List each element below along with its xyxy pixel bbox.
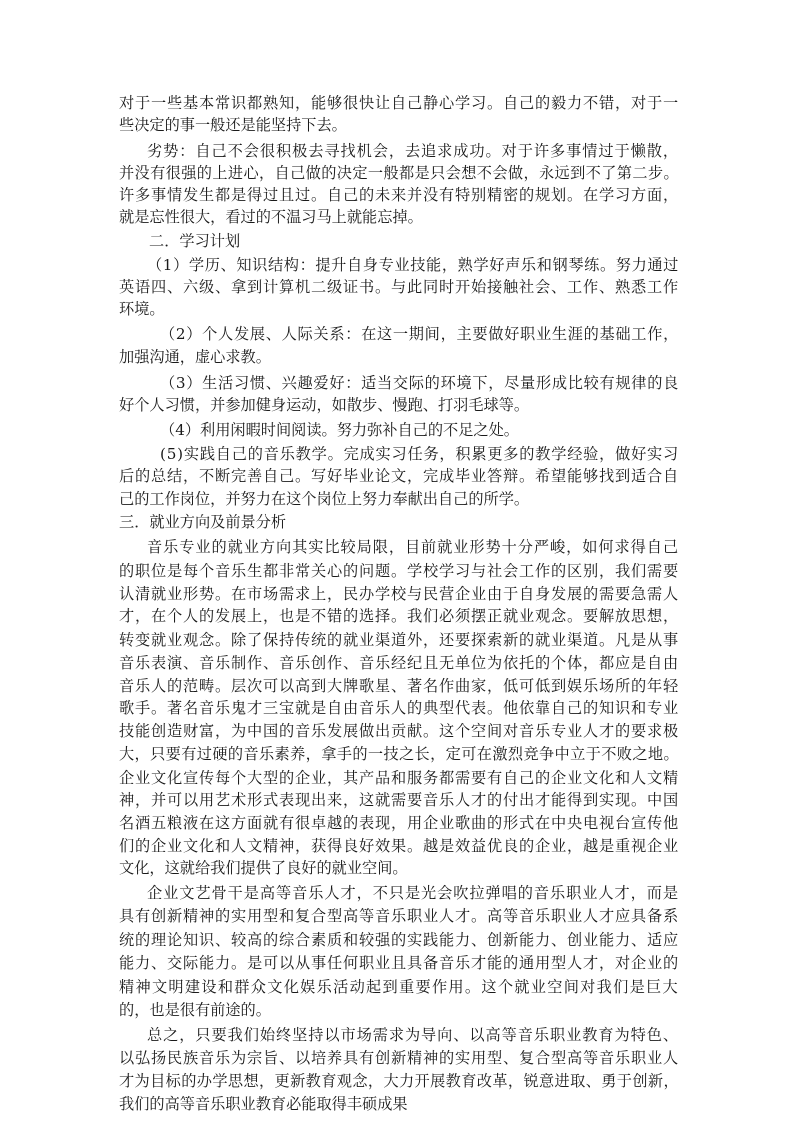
text-line: （1）学历、知识结构：提升自身专业技能，熟学好声乐和钢琴练。努力通过 — [147, 256, 679, 274]
text-line: 己的工作岗位，并努力在这个岗位上努力奉献出自己的所学。 — [119, 490, 530, 508]
text-line: 三．就业方向及前景分析 — [119, 513, 287, 531]
text-line: 后的总结，不断完善自己。写好毕业论文，完成毕业答辩。希望能够找到适合自 — [119, 467, 679, 485]
text-line: 精神文明建设和群众文化娱乐活动起到重要作用。这个就业空间对我们是巨大 — [119, 978, 679, 996]
text-line: 名酒五粮液在这方面就有很卓越的表现，用企业歌曲的形式在中央电视台宣传他 — [119, 814, 679, 832]
text-line: 环境。 — [119, 300, 165, 318]
text-line: 加强沟通，虚心求教。 — [119, 348, 271, 366]
text-line: 企业文化宣传每个大型的企业，其产品和服务都需要有自己的企业文化和人文精 — [119, 769, 679, 787]
text-line: （3）生活习惯、兴趣爱好：适当交际的环境下，尽量形成比较有规律的良 — [160, 374, 679, 392]
text-line: 音乐专业的就业方向其实比较局限，目前就业形势十分严峻，如何求得自己 — [147, 538, 679, 556]
text-line: 才，在个人的发展上，也是不错的选择。我们必须摆正就业观念。要解放思想， — [119, 607, 679, 625]
text-line: 以弘扬民族音乐为宗旨、以培养具有创新精神的实用型、复合型高等音乐职业人 — [119, 1049, 679, 1067]
text-line: 对于一些基本常识都熟知，能够很快让自己静心学习。自己的毅力不错，对于一 — [119, 94, 679, 112]
text-line: 我们的高等音乐职业教育必能取得丰硕成果 — [119, 1095, 408, 1113]
text-line: 文化，这就给我们提供了良好的就业空间。 — [119, 859, 408, 877]
text-line: 好个人习惯，并参加健身运动，如散步、慢跑、打羽毛球等。 — [119, 396, 530, 414]
text-line: 的职位是每个音乐生都非常关心的问题。学校学习与社会工作的区别，我们需要 — [119, 562, 679, 580]
text-line: 具有创新精神的实用型和复合型高等音乐职业人才。高等音乐职业人才应具备系 — [119, 907, 679, 925]
text-line: 总之，只要我们始终坚持以市场需求为导向、以高等音乐职业教育为特色、 — [147, 1026, 679, 1044]
text-line: 劣势：自己不会很积极去寻找机会，去追求成功。对于许多事情过于懒散， — [147, 142, 679, 160]
text-line: (5)实践自己的音乐教学。完成实习任务，积累更多的教学经验，做好实习 — [160, 445, 679, 463]
text-line: 大，只要有过硬的音乐素养，拿手的一技之长，定可在激烈竞争中立于不败之地。 — [119, 745, 679, 763]
text-line: 神，并可以用艺术形式表现出来，这就需要音乐人才的付出才能得到实现。中国 — [119, 791, 679, 809]
text-line: 些决定的事一般还是能坚持下去。 — [119, 116, 347, 134]
text-line: 才为目标的办学思想，更新教育观念，大力开展教育改革，锐意进取、勇于创新， — [119, 1072, 679, 1090]
text-line: 音乐人的范畴。层次可以高到大牌歌星、著名作曲家，低可低到娱乐场所的年轻 — [119, 677, 679, 695]
text-line: 企业文艺骨干是高等音乐人才，不只是光会吹拉弹唱的音乐职业人才，而是 — [147, 884, 679, 902]
text-line: 能力、交际能力。是可以从事任何职业且具备音乐才能的通用型人才，对企业的 — [119, 954, 679, 972]
text-line: 统的理论知识、较高的综合素质和较强的实践能力、创新能力、创业能力、适应 — [119, 931, 679, 949]
text-line: （4）利用闲暇时间阅读。努力弥补自己的不足之处。 — [160, 421, 519, 439]
text-line: 技能创造财富，为中国的音乐发展做出贡献。这个空间对音乐专业人才的要求极 — [119, 722, 679, 740]
text-line: 的，也是很有前途的。 — [119, 1001, 271, 1019]
text-line: 二．学习计划 — [149, 232, 241, 250]
text-line: 歌手。著名音乐鬼才三宝就是自由音乐人的典型代表。他依靠自己的知识和专业 — [119, 699, 679, 717]
text-line: （2）个人发展、人际关系：在这一期间，主要做好职业生涯的基础工作， — [160, 325, 679, 343]
text-line: 并没有很强的上进心，自己做的决定一般都是只会想不会做，永远到不了第二步。 — [119, 164, 679, 182]
text-line: 就是忘性很大，看过的不温习马上就能忘掉。 — [119, 208, 423, 226]
text-line: 认清就业形势。在市场需求上，民办学校与民营企业由于自身发展的需要急需人 — [119, 585, 679, 603]
text-line: 英语四、六级、拿到计算机二级证书。与此同时开始接触社会、工作、熟悉工作 — [119, 278, 679, 296]
text-line: 许多事情发生都是得过且过。自己的未来并没有特别精密的规划。在学习方面， — [119, 186, 679, 204]
text-line: 们的企业文化和人文精神，获得良好效果。越是效益优良的企业，越是重视企业 — [119, 837, 679, 855]
text-line: 音乐表演、音乐制作、音乐创作、音乐经纪且无单位为依托的个体，都应是自由 — [119, 654, 679, 672]
text-line: 转变就业观念。除了保持传统的就业渠道外，还要探索新的就业渠道。凡是从事 — [119, 631, 679, 649]
